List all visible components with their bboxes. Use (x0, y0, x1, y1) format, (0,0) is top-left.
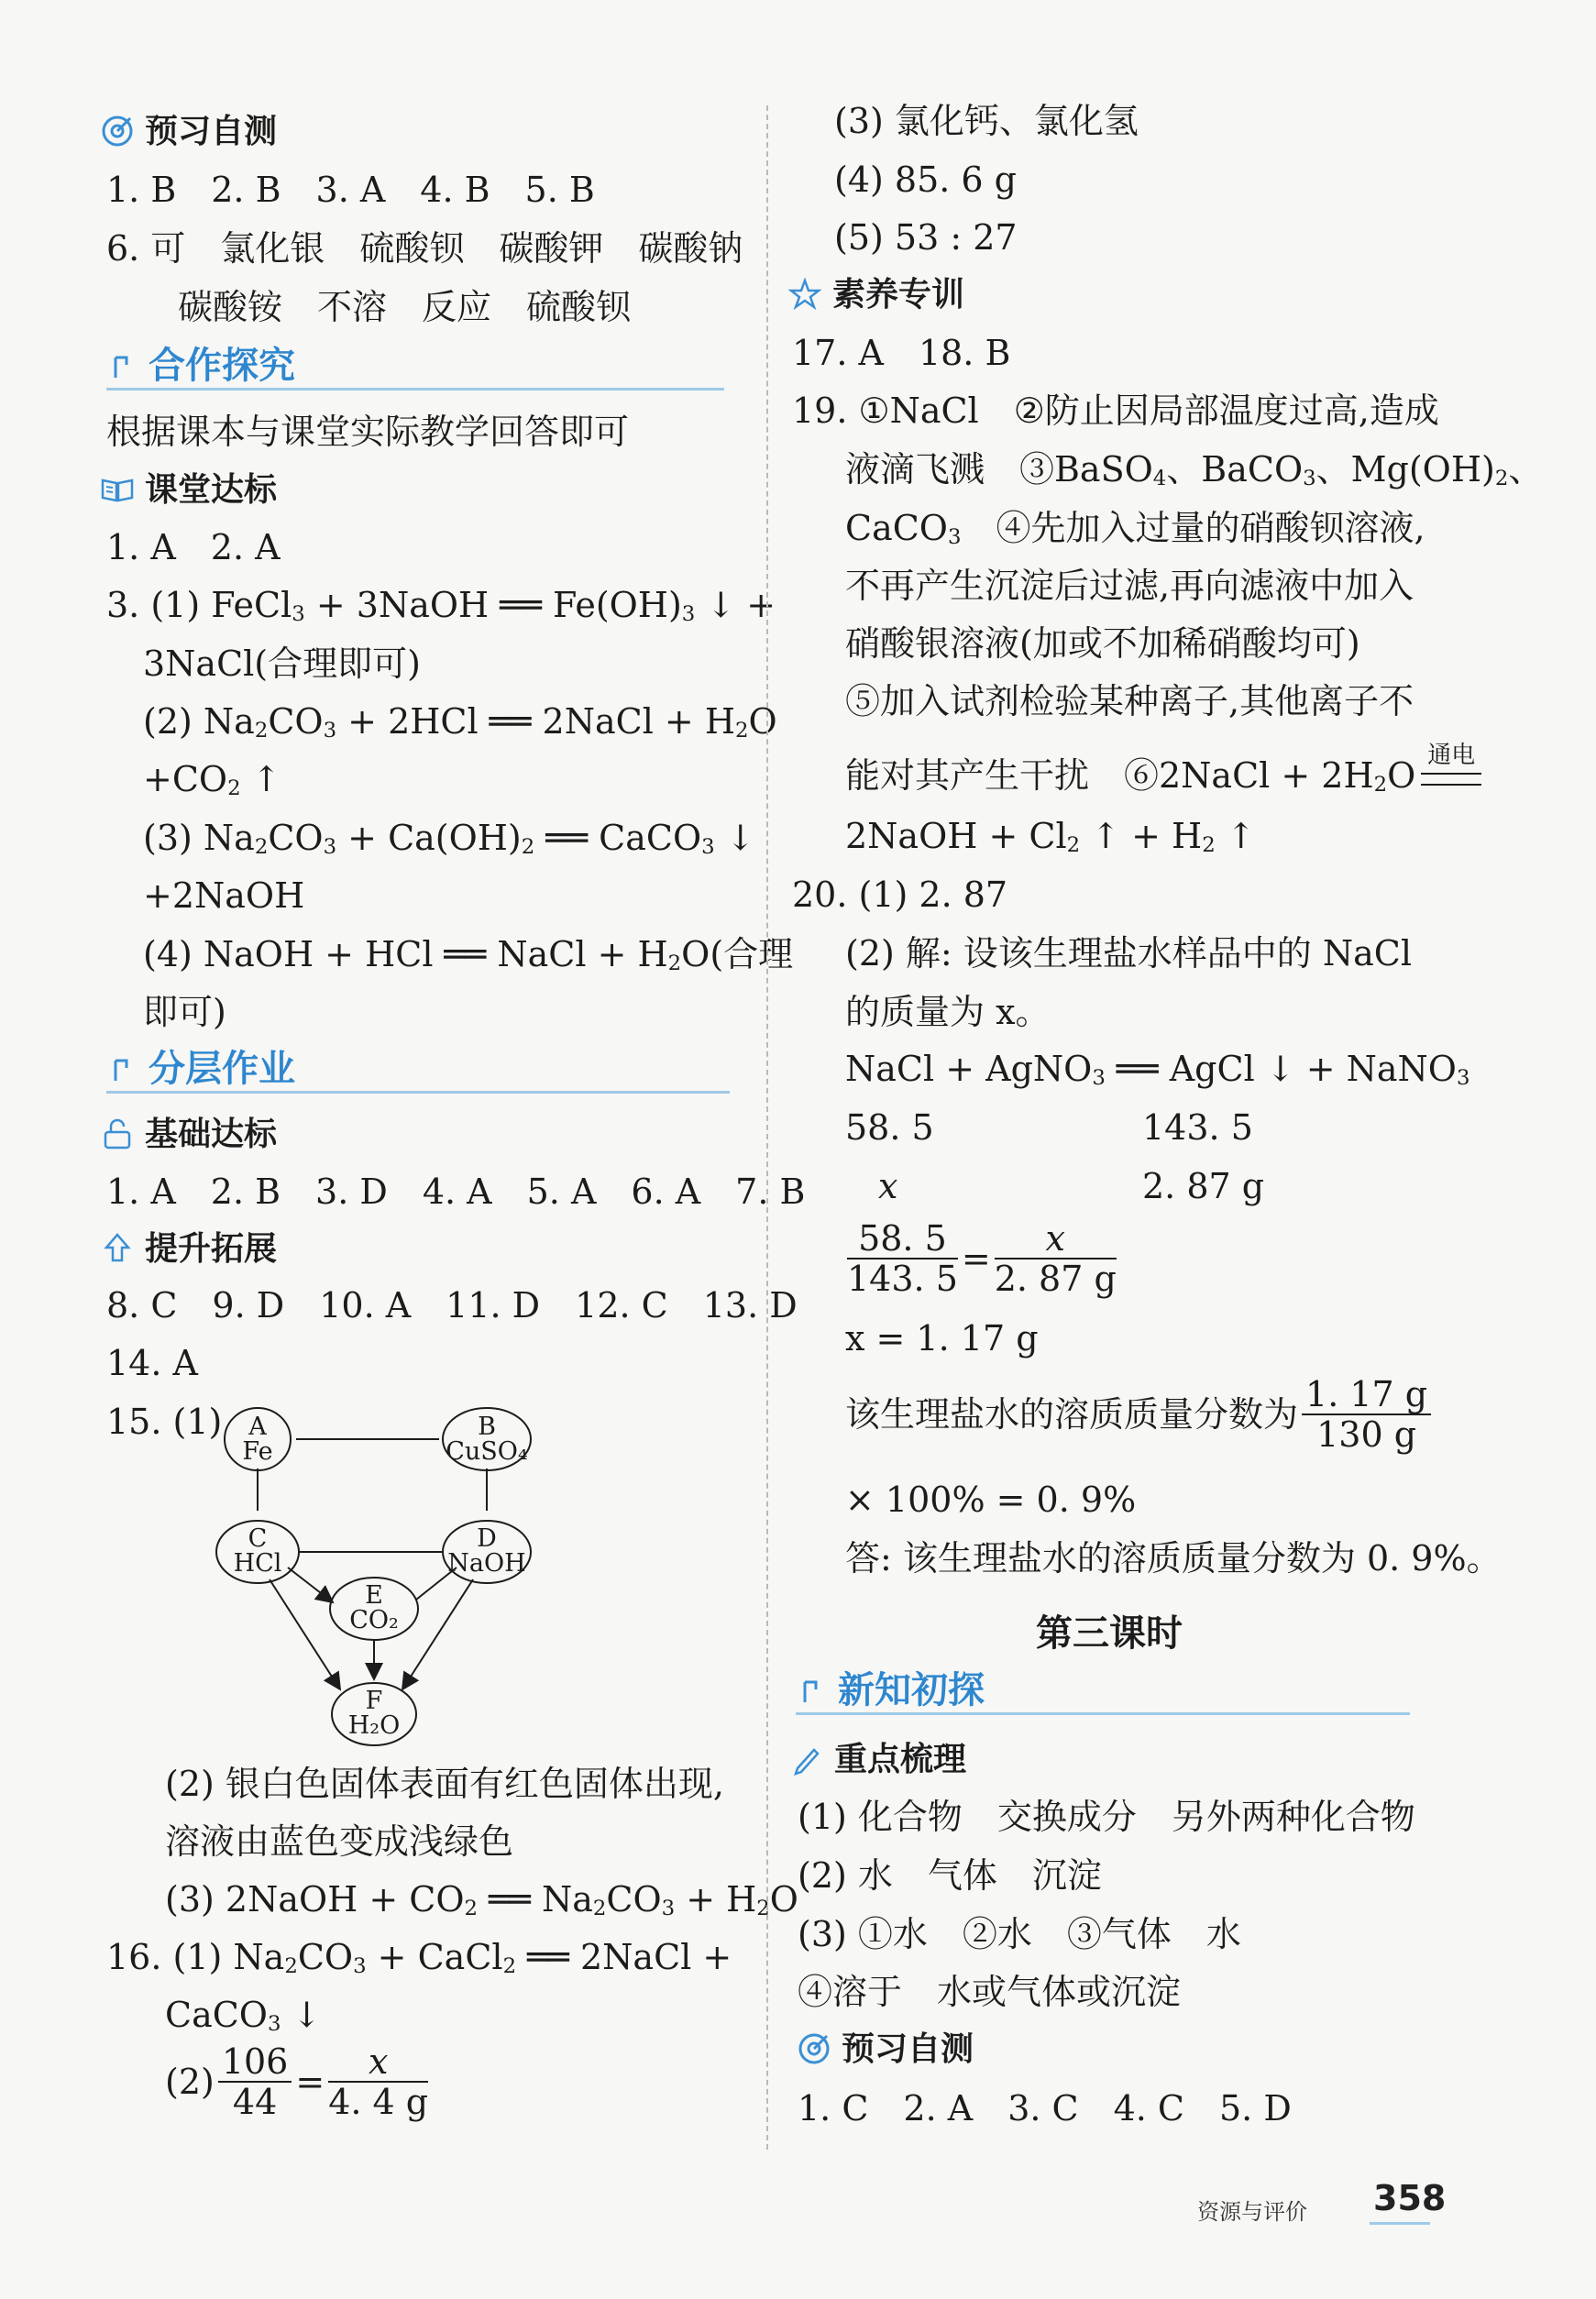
section-quality-title: 素养专训 (832, 276, 965, 314)
section-up (101, 1227, 277, 1271)
page-number: 358 (1373, 2178, 1447, 2218)
target-icon (798, 2032, 831, 2065)
class-answers: 1. A 2. A (106, 527, 281, 567)
up-answers-2: 14. A (106, 1343, 198, 1383)
lesson-three-title: 第三课时 (1036, 1612, 1183, 1655)
edge-c-e (288, 1568, 333, 1602)
node-d-formula: NaOH (447, 1549, 526, 1578)
r-line1: (3) 氯化钙、氯化氢 (834, 101, 1139, 141)
q19-d: 不再产生沉淀后过滤,再向滤液中加入 (845, 566, 1414, 606)
q19-f: ⑤加入试剂检验某种离子,其他离子不 (845, 681, 1414, 721)
section-preview-2 (798, 2028, 974, 2072)
bookmark-icon (112, 1053, 138, 1086)
preview-answers-6b: 碳酸铵 不溶 反应 硫酸钡 (178, 287, 632, 327)
star-icon (788, 278, 821, 311)
q3-line2: 3NaCl(合理即可) (143, 644, 421, 684)
section-quality (788, 273, 964, 317)
q20-fraction-3: $\frac{1. 17 g}{130 g}$ (1302, 1375, 1431, 1454)
q15-2b: 溶液由蓝色变成浅绿色 (165, 1821, 514, 1862)
node-f-label: F (365, 1687, 383, 1715)
q16-2: (2) $\frac{106}{44}$ = $\frac{x}{4. 4 g}$ (165, 2041, 429, 2122)
q3-line1: 3. (1) FeCl$_3$ + 3NaOH ══ $Fe(OH)_3$ ↓ + (106, 585, 776, 626)
preview-answers-6a: 6. 可 氯化银 硫酸钡 碳酸钾 碳酸钠 (106, 228, 743, 269)
section-key-title: 重点梳理 (834, 1741, 967, 1778)
key-4: ④溶于 水或气体或沉淀 (798, 1972, 1182, 2012)
section-class-title: 课堂达标 (145, 471, 278, 509)
preview-2-answers: 1. C 2. A 3. C 4. C 5. D (798, 2088, 1292, 2128)
q16-1a: 16. (1) $Na_2CO_3$ + CaCl$_2$ ══ 2NaCl + (106, 1937, 732, 1978)
q16-fraction-2: $\frac{x}{4. 4 g}$ (328, 2041, 429, 2122)
preview-answers-1: 1. B 2. B 3. A 4. B 5. B (106, 170, 595, 210)
q19-g: 能对其产生干扰 ⑥2NaCl + $2H_2O$ 通电 (845, 754, 1487, 798)
q19-h: 2NaOH + $Cl_2$ ↑ + $H_2$ ↑ (845, 816, 1256, 857)
q15-3: (3) 2NaOH + $CO_2$ ══ $Na_2CO_3 + H_2O$ (165, 1879, 798, 1920)
column-divider (766, 105, 768, 2150)
basic-answers: 1. A 2. B 3. D 4. A 5. A 6. A 7. B (106, 1172, 806, 1212)
q3-line8: 即可) (143, 992, 226, 1032)
section-preview-2-title: 预习自测 (842, 2030, 974, 2068)
node-f-formula: H₂O (347, 1711, 401, 1740)
section-layer-title: 分层作业 (149, 1048, 295, 1090)
q3-line3: (2) $Na_2CO_3 + 2HCl$ ══ 2NaCl + $H_2O$ (143, 701, 777, 742)
q20-x: x (878, 1166, 898, 1206)
node-b-formula: CuSO₄ (446, 1437, 528, 1466)
section-coop-underline (106, 388, 724, 390)
key-1: (1) 化合物 交换成分 另外两种化合物 (798, 1797, 1415, 1837)
r-line3: (5) 53 : 27 (834, 217, 1018, 258)
q19-b: 液滴飞溅 ③BaSO$_4$、BaCO$_3$、$Mg(OH)_2$、 (845, 449, 1544, 490)
q20-2a: (2) 解: 设该生理盐水样品中的 NaCl (845, 933, 1413, 974)
section-key (790, 1738, 966, 1782)
q19-c: CaCO$_3$ ④先加入过量的硝酸钡溶液, (845, 508, 1425, 549)
q20-proportion: $\frac{58. 5}{143. 5}$ = $\frac{x}{2. 87 g}$ (847, 1218, 1117, 1299)
bookmark-icon (112, 350, 138, 383)
section-coop-title: 合作探究 (149, 345, 295, 387)
q20-2b: 的质量为 x。 (845, 992, 1051, 1032)
q20-result: x = 1. 17 g (845, 1318, 1039, 1358)
section-basic (101, 1113, 277, 1157)
r-line2: (4) 85. 6 g (834, 160, 1017, 200)
node-c-label: C (248, 1524, 268, 1553)
edge-c-f (270, 1579, 340, 1689)
bookmark-icon (801, 1675, 827, 1708)
q19-e: 硝酸银溶液(加或不加稀硝酸均可) (845, 623, 1360, 664)
node-c-formula: HCl (233, 1549, 282, 1578)
key-2: (2) 水 气体 沉淀 (798, 1855, 1102, 1896)
node-d-label: D (477, 1524, 497, 1553)
q15-diagram (207, 1389, 647, 1755)
node-a-label: A (248, 1413, 267, 1441)
q20-mass-3: 2. 87 g (1142, 1166, 1265, 1206)
lock-icon (101, 1117, 134, 1150)
q3-line5: (3) $Na_2CO_3 + Ca(OH)_2$ ══ CaCO$_3$ ↓ (143, 818, 755, 859)
section-new-underline (796, 1712, 1410, 1715)
q16-fraction-1: $\frac{106}{44}$ (218, 2042, 292, 2121)
section-up-title: 提升拓展 (145, 1230, 278, 1268)
q20-mass-2: 143. 5 (1142, 1107, 1253, 1148)
q15-2a: (2) 银白色固体表面有红色固体出现, (165, 1764, 724, 1804)
q16-1b: CaCO$_3$ ↓ (165, 1995, 322, 2036)
q17-answers: 17. A 18. B (792, 333, 1011, 373)
electrolysis-equals: 通电 (1421, 773, 1481, 786)
q20-1: 20. (1) 2. 87 (792, 874, 1008, 915)
q3-line6: +2NaOH (143, 875, 305, 916)
q3-line4: $+CO_2$ ↑ (143, 759, 281, 800)
q20-fraction-2: $\frac{x}{2. 87 g}$ (994, 1218, 1117, 1299)
q20-answer: 答: 该生理盐水的溶质质量分数为 0. 9%。 (845, 1538, 1502, 1578)
node-e-formula: CO₂ (349, 1606, 399, 1634)
target-icon (101, 115, 134, 148)
q20-fraction-1: $\frac{58. 5}{143. 5}$ (847, 1218, 958, 1299)
q20-percent: 该生理盐水的溶质质量分数为 $\frac{1. 17 g}{130 g}$ (845, 1375, 1435, 1454)
section-preview (101, 110, 277, 154)
book-icon (101, 473, 134, 506)
section-basic-title: 基础达标 (145, 1116, 278, 1153)
edge-d-f (402, 1579, 473, 1689)
section-class (101, 468, 277, 512)
node-b-label: B (478, 1413, 496, 1441)
q20-equation: NaCl + AgNO$_3$ ══ AgCl ↓ + NaNO$_3$ (845, 1049, 1470, 1090)
q20-mass-1: 58. 5 (845, 1107, 934, 1148)
q3-line7: (4) NaOH + HCl ══ NaCl + $H_2O$(合理 (143, 934, 794, 975)
q19-a: 19. ①NaCl ②防止因局部温度过高,造成 (792, 390, 1439, 431)
node-a-formula: Fe (242, 1437, 273, 1466)
section-layer-underline (106, 1091, 730, 1094)
section-layer (112, 1047, 295, 1091)
section-new (801, 1668, 985, 1712)
section-coop (112, 344, 295, 388)
arrow-up-icon (101, 1232, 134, 1265)
up-answers-1: 8. C 9. D 10. A 11. D 12. C 13. D (106, 1285, 798, 1326)
coop-text: 根据课本与课堂实际教学回答即可 (106, 412, 630, 452)
footer-label: 资源与评价 (1197, 2199, 1307, 2225)
section-preview-title: 预习自测 (145, 113, 278, 150)
q20-percent-b: × 100% = 0. 9% (845, 1480, 1137, 1520)
key-3: (3) ①水 ②水 ③气体 水 (798, 1914, 1241, 1954)
node-e-label: E (365, 1581, 383, 1610)
page-number-underline (1370, 2222, 1430, 2225)
section-new-title: 新知初探 (838, 1669, 985, 1711)
q15-label: 15. (1) (106, 1402, 223, 1442)
pen-icon (790, 1743, 823, 1776)
